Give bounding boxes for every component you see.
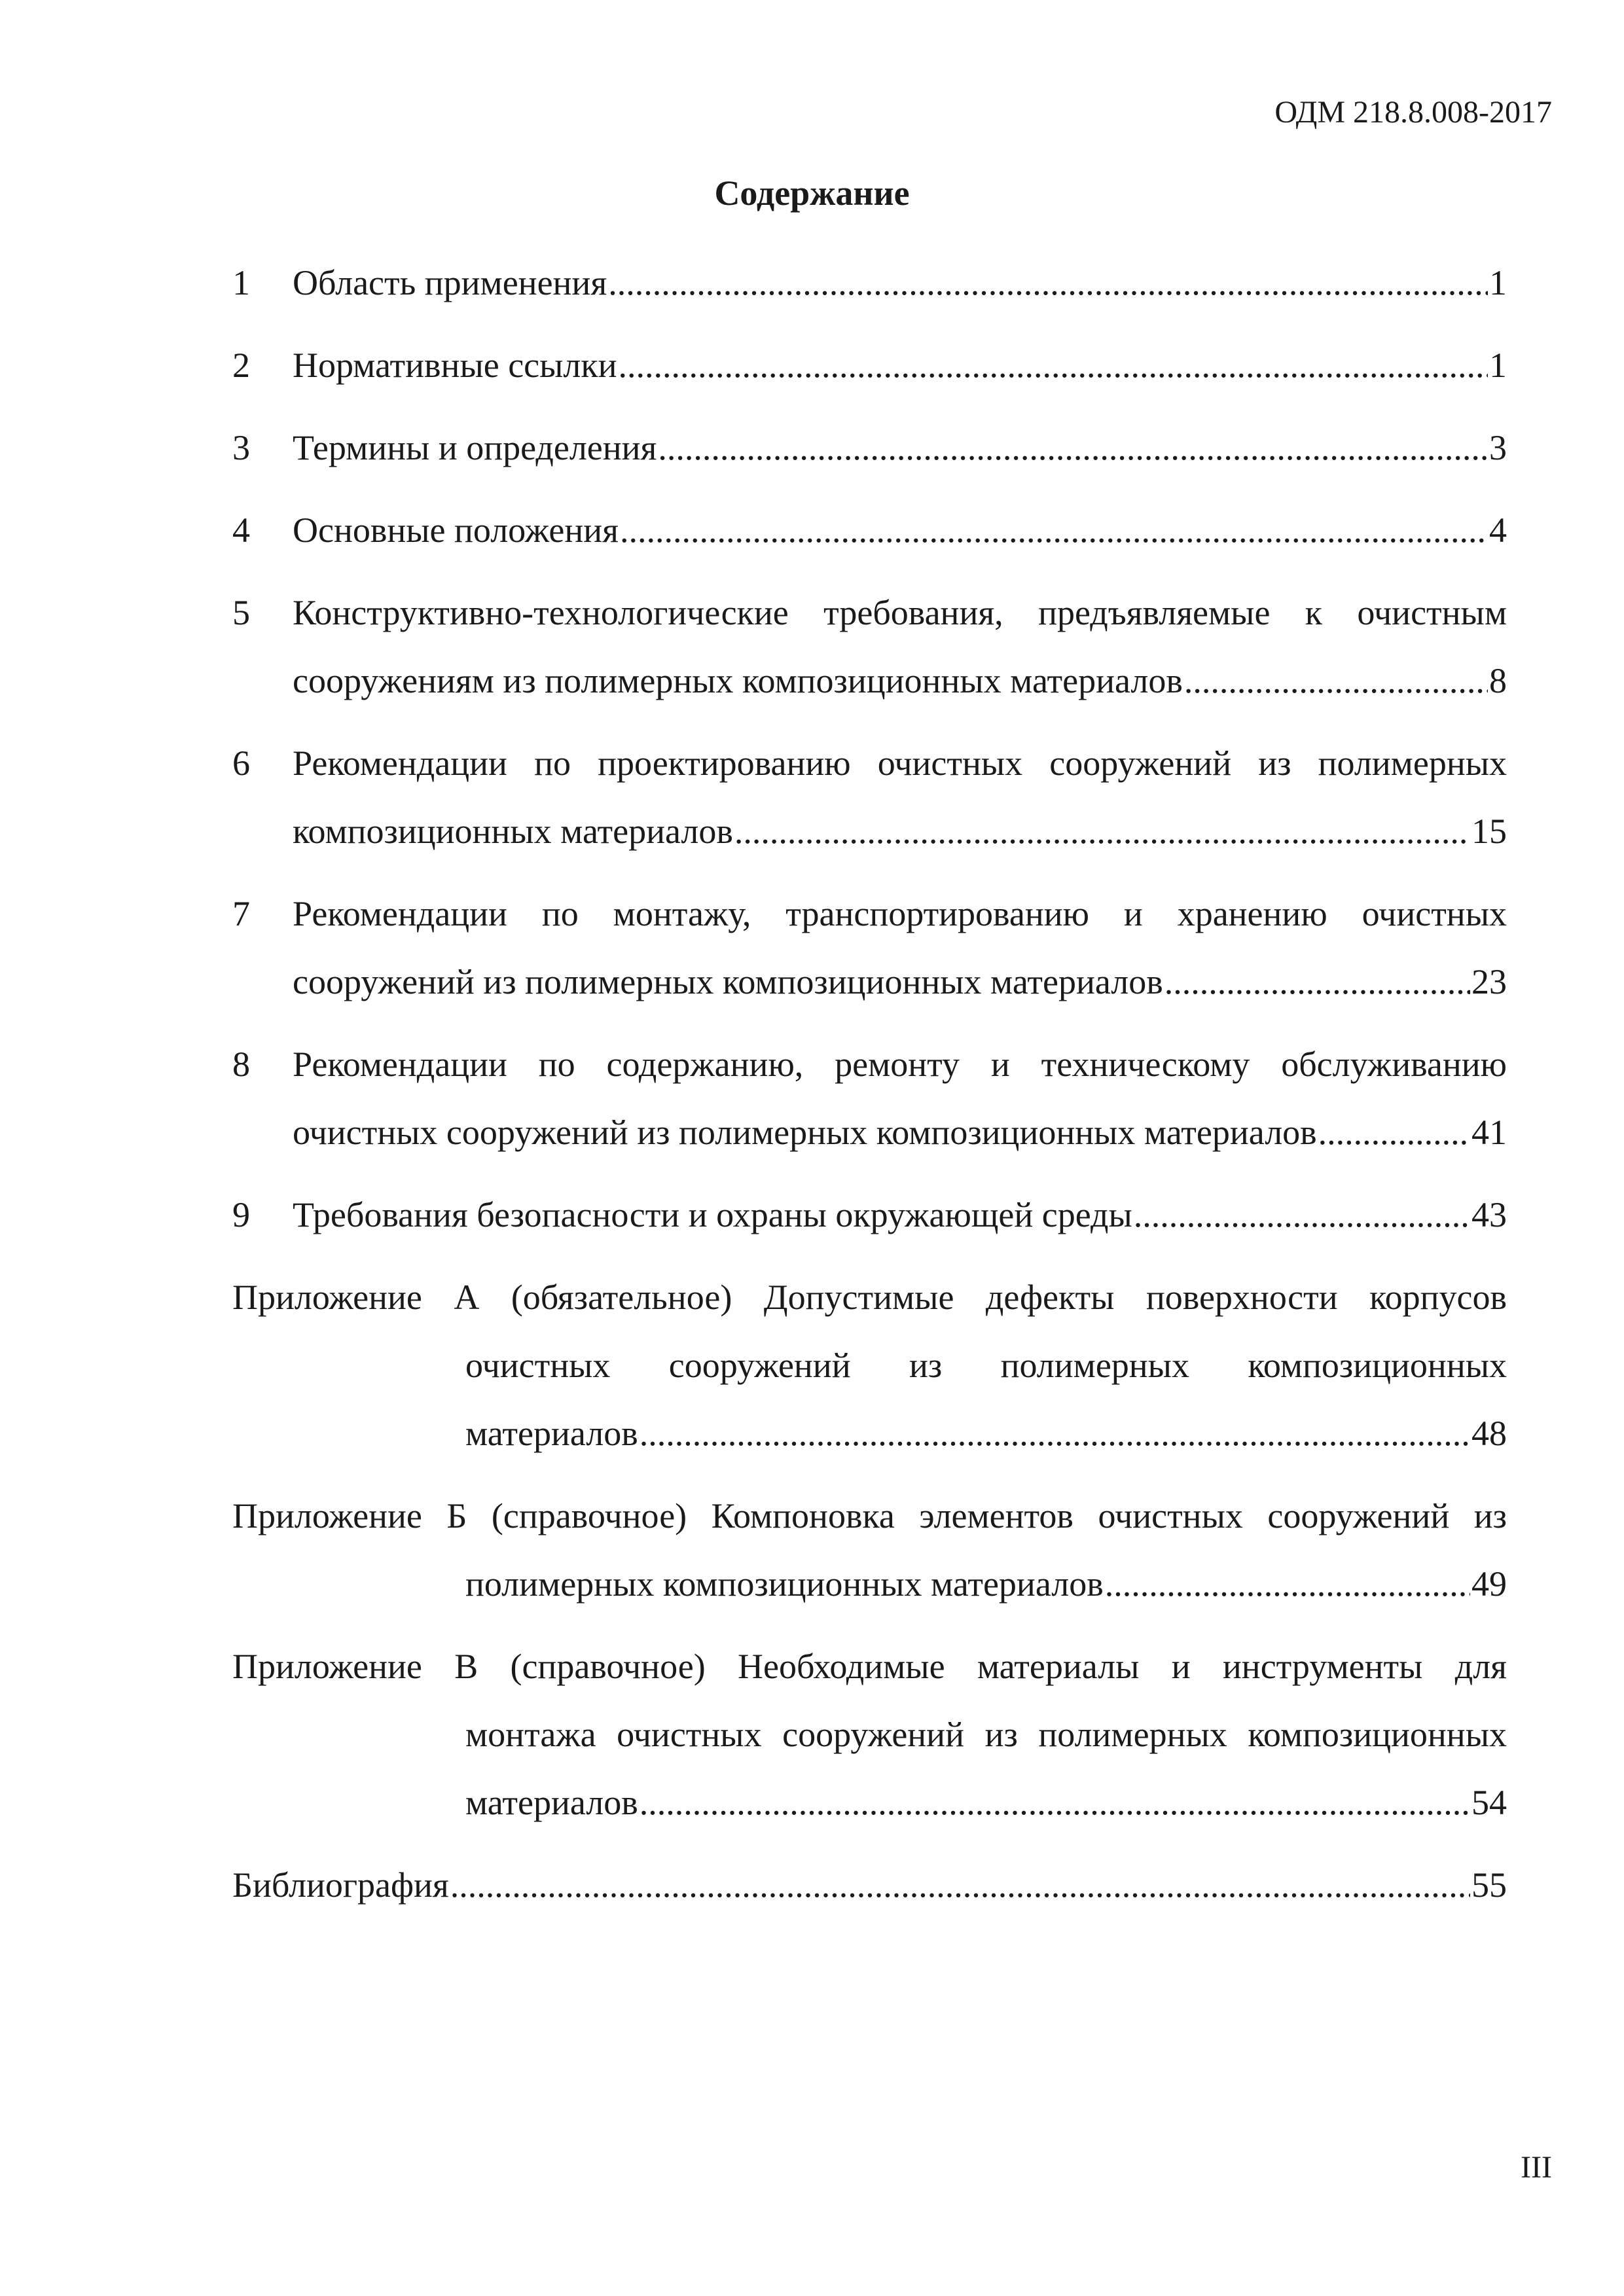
toc-appendix-page: 49 <box>1471 1564 1507 1604</box>
dot-leader <box>1318 1098 1470 1166</box>
dot-leader <box>1134 1181 1470 1249</box>
toc-appendix-b[interactable] <box>232 1482 1507 1618</box>
dot-leader <box>1164 948 1470 1016</box>
dot-leader <box>608 249 1488 317</box>
toc-entry-title-line: Рекомендации по содержанию, ремонту и техническому обслуживанию <box>293 1045 1507 1084</box>
toc-entry-number: 1 <box>232 263 250 302</box>
toc-entry-title: очистных сооружений из полимерных композиционных материалов <box>293 1113 1317 1152</box>
toc-appendix-page: 54 <box>1471 1783 1507 1822</box>
toc-entry-title: Основные положения <box>293 511 619 550</box>
toc-bibliography-title: Библиография <box>232 1865 449 1905</box>
toc-entry-page: 41 <box>1471 1113 1507 1152</box>
toc-entry-1[interactable] <box>232 249 1507 317</box>
toc-entry-page: 15 <box>1471 812 1507 851</box>
toc-bibliography-page: 55 <box>1471 1865 1507 1905</box>
toc-entry-2[interactable] <box>232 331 1507 399</box>
toc-entry-number: 9 <box>232 1195 250 1234</box>
dot-leader <box>619 331 1489 399</box>
toc-entry-title: сооружений из полимерных композиционных материалов <box>293 962 1163 1001</box>
dot-leader <box>640 1399 1470 1467</box>
toc-entry-title-line: Конструктивно-технологические требования, предъявляемые к очистным <box>293 593 1507 632</box>
toc-entry-9[interactable] <box>232 1181 1507 1249</box>
toc-entry-4[interactable] <box>232 496 1507 564</box>
toc-appendix-heading: Приложение Б (справочное) Компоновка элементов очистных сооружений из <box>232 1496 1507 1535</box>
dot-leader <box>640 1768 1470 1837</box>
dot-leader <box>450 1851 1470 1919</box>
toc-appendix-page: 48 <box>1471 1414 1507 1453</box>
toc-entry-page: 43 <box>1471 1195 1507 1234</box>
toc-entry-8[interactable] <box>232 1030 1507 1166</box>
toc-appendix-title: полимерных композиционных материалов <box>465 1564 1104 1604</box>
dot-leader <box>658 414 1488 482</box>
toc-appendix-title: материалов <box>465 1783 638 1822</box>
toc-entry-page: 4 <box>1489 511 1507 550</box>
toc-entry-page: 1 <box>1489 263 1507 302</box>
toc-entry-title: композиционных материалов <box>293 812 733 851</box>
toc-entry-number: 6 <box>232 744 250 783</box>
toc-entry-number: 7 <box>232 894 250 933</box>
document-code: ОДМ 218.8.008-2017 <box>1274 95 1552 130</box>
toc-entry-5[interactable] <box>232 579 1507 715</box>
toc-appendix-title-line: очистных сооружений из полимерных композиционных <box>465 1346 1507 1385</box>
dot-leader <box>1184 647 1488 715</box>
page-title: Содержание <box>714 173 910 213</box>
toc-entry-title-line: Рекомендации по монтажу, транспортированию и хранению очистных <box>293 894 1507 933</box>
toc-appendix-heading: Приложение А (обязательное) Допустимые дефекты поверхности корпусов <box>232 1278 1507 1317</box>
toc-entry-number: 2 <box>232 346 250 385</box>
table-of-contents <box>232 249 1507 1933</box>
toc-bibliography[interactable] <box>232 1851 1507 1919</box>
toc-entry-title: Область применения <box>293 263 607 302</box>
toc-entry-title: Термины и определения <box>293 428 657 467</box>
toc-entry-number: 8 <box>232 1045 250 1084</box>
toc-entry-number: 5 <box>232 593 250 632</box>
toc-entry-number: 3 <box>232 428 250 467</box>
toc-appendix-title: материалов <box>465 1414 638 1453</box>
toc-entry-title: Требования безопасности и охраны окружающей среды <box>293 1195 1132 1234</box>
toc-entry-page: 3 <box>1489 428 1507 467</box>
toc-entry-number: 4 <box>232 511 250 550</box>
toc-appendix-v[interactable] <box>232 1632 1507 1837</box>
toc-appendix-heading: Приложение В (справочное) Необходимые материалы и инструменты для <box>232 1647 1507 1686</box>
toc-entry-page: 8 <box>1489 661 1507 700</box>
toc-appendix-title-line: монтажа очистных сооружений из полимерных композиционных <box>465 1715 1507 1754</box>
toc-entry-page: 1 <box>1489 346 1507 385</box>
dot-leader <box>620 496 1488 564</box>
toc-entry-title: сооружениям из полимерных композиционных материалов <box>293 661 1183 700</box>
toc-entry-3[interactable] <box>232 414 1507 482</box>
toc-entry-6[interactable] <box>232 729 1507 865</box>
page-number: III <box>1521 2150 1552 2185</box>
toc-appendix-a[interactable] <box>232 1263 1507 1467</box>
toc-entry-page: 23 <box>1471 962 1507 1001</box>
toc-entry-title: Нормативные ссылки <box>293 346 617 385</box>
dot-leader <box>1105 1550 1470 1618</box>
toc-entry-title-line: Рекомендации по проектированию очистных сооружений из полимерных <box>293 744 1507 783</box>
dot-leader <box>734 797 1470 865</box>
toc-entry-7[interactable] <box>232 880 1507 1016</box>
